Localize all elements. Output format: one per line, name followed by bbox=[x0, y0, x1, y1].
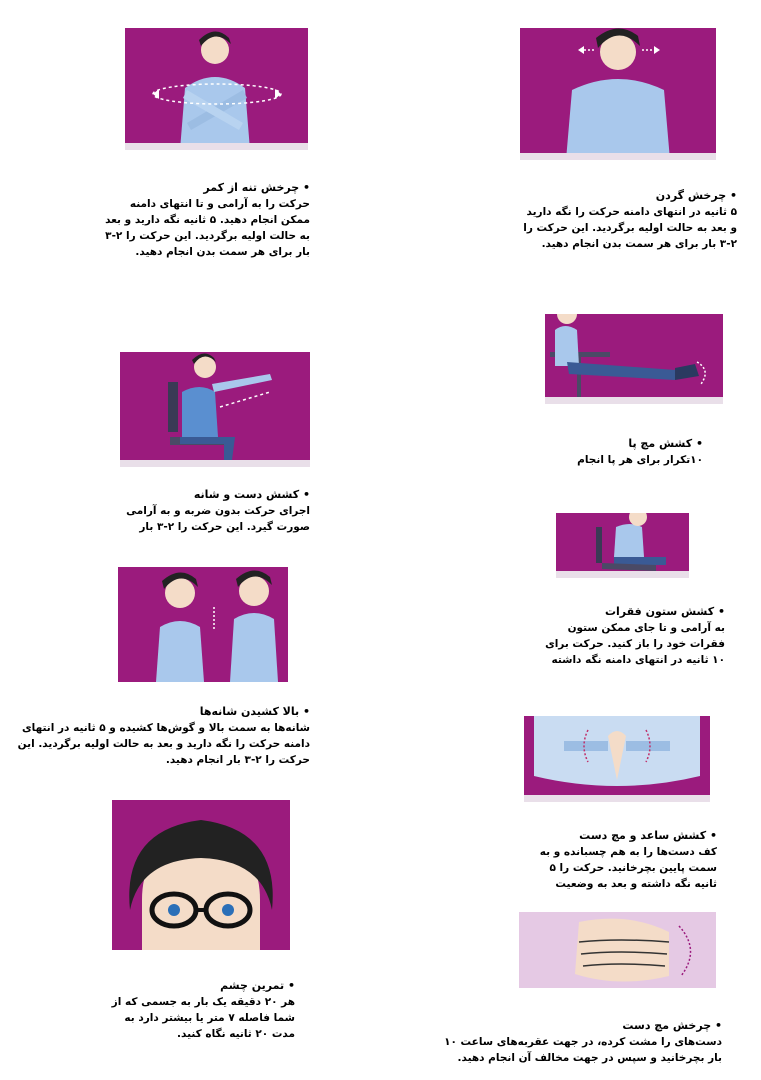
illustration-arm-shoulder-stretch bbox=[120, 352, 310, 467]
illustration-trunk-rotation bbox=[125, 28, 308, 150]
caption-spine-stretch bbox=[535, 604, 725, 688]
caption-title: • کشش ستون فقرات bbox=[604, 605, 725, 618]
caption-shoulder-shrug bbox=[5, 704, 310, 768]
caption-text: اجرای حرکت بدون ضربه و به آرامی صورت گیرد. این حرکت را ۲-۳ بار bbox=[126, 505, 310, 533]
caption-text: شانه‌ها به سمت بالا و گوش‌ها کشیده و ۵ ثانیه در انتهای دامنه حرکت را نگه دارید و بعد به حالت اولیه برگردید. این حرکت را ۲-۳ بار انجام دهید. bbox=[17, 722, 310, 766]
caption-title: • کشش دست و شانه bbox=[193, 488, 310, 501]
person-eye-exercise-icon bbox=[112, 800, 290, 950]
caption-title: • کشش مچ پا bbox=[628, 437, 703, 450]
caption-text: ۵ ثانیه در انتهای دامنه حرکت را نگه دارید و بعد به حالت اولیه برگردید. این حرکت را ۲-۳ بار برای هر سمت بدن انجام دهید. bbox=[523, 206, 737, 250]
fist-wrist-rotation-icon bbox=[519, 912, 716, 988]
illustration-spine-stretch bbox=[556, 513, 689, 578]
caption-neck-rotation bbox=[517, 188, 737, 252]
illustration-ankle-stretch bbox=[545, 314, 723, 404]
caption-forearm-wrist-stretch bbox=[525, 828, 717, 892]
caption-trunk-rotation bbox=[100, 180, 310, 260]
person-spine-stretch-icon bbox=[556, 513, 689, 578]
person-trunk-rotation-icon bbox=[125, 28, 308, 150]
illustration-wrist-rotation bbox=[519, 912, 716, 988]
caption-text: ۱۰تکرار برای هر پا انجام bbox=[577, 454, 703, 466]
caption-title: • بالا کشیدن شانه‌ها bbox=[199, 705, 310, 718]
caption-eye-exercise bbox=[100, 978, 295, 1042]
caption-title: • چرخش گردن bbox=[655, 189, 737, 202]
illustration-shoulder-shrug bbox=[118, 567, 288, 682]
caption-text: هر ۲۰ دقیقه یک بار به جسمی که از شما فاصله ۷ متر یا بیشتر دارد به مدت ۲۰ ثانیه نگاه کنید. bbox=[111, 996, 295, 1040]
caption-text: به آرامی و تا جای ممکن ستون فقرات خود را باز کنید. حرکت برای ۱۰ ثانیه در انتهای دامنه نگه داشته bbox=[545, 622, 725, 666]
person-neck-rotation-icon bbox=[520, 28, 716, 160]
person-shoulder-shrug-icon bbox=[118, 567, 288, 682]
caption-title: • کشش ساعد و مچ دست bbox=[579, 829, 717, 842]
caption-title: • چرخش تنه از کمر bbox=[203, 181, 310, 194]
person-ankle-stretch-icon bbox=[545, 314, 723, 404]
person-arm-stretch-icon bbox=[120, 352, 310, 467]
illustration-eye-exercise bbox=[112, 800, 290, 950]
caption-ankle-stretch bbox=[545, 436, 703, 468]
caption-text: کف دست‌ها را به هم چسبانده و به سمت پایین بچرخانید. حرکت را ۵ ثانیه نگه داشته و بعد به وضعیت bbox=[539, 846, 717, 890]
caption-text: حرکت را به آرامی و تا انتهای دامنه ممکن انجام دهید. ۵ ثانیه نگه دارید و بعد به حالت اولیه برگردید. این حرکت را ۲-۳ بار برای هر سمت بدن انجام دهید. bbox=[105, 198, 310, 258]
caption-title: • چرخش مچ دست bbox=[622, 1019, 722, 1032]
illustration-neck-rotation bbox=[520, 28, 716, 160]
illustration-forearm-wrist-stretch bbox=[524, 716, 710, 802]
caption-text: دست‌های را مشت کرده، در جهت عقربه‌های ساعت ۱۰ بار بچرخانید و سپس در جهت مخالف آن انجام دهید. bbox=[444, 1036, 722, 1064]
caption-arm-shoulder-stretch bbox=[120, 487, 310, 535]
caption-title: • تمرین چشم bbox=[220, 979, 295, 992]
caption-wrist-rotation bbox=[430, 1018, 722, 1066]
hands-forearm-stretch-icon bbox=[524, 716, 710, 802]
